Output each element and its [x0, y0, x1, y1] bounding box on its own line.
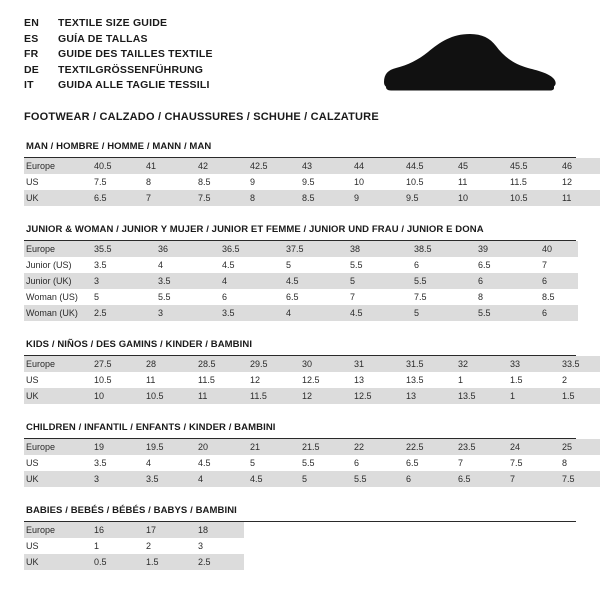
- cell: 7: [458, 458, 464, 468]
- cell: 44.5: [400, 158, 452, 174]
- cell: [296, 522, 348, 538]
- cell: [348, 538, 400, 554]
- language-row: [24, 47, 213, 63]
- cell: 8.5: [198, 177, 211, 187]
- language-title: GUIDA ALLE TAGLIE TESSILI: [58, 79, 210, 91]
- cell: 10: [452, 190, 504, 206]
- cell: [400, 554, 452, 570]
- language-code: FR: [24, 48, 39, 60]
- cell: 4.5: [198, 458, 211, 468]
- cell: 0.5: [88, 554, 140, 570]
- cell: 10.5: [94, 375, 112, 385]
- cell: 1.5: [510, 375, 523, 385]
- row-label: Woman (US): [26, 292, 78, 302]
- document-header: [24, 16, 576, 97]
- cell: 13.5: [406, 375, 424, 385]
- cell: 7: [350, 292, 356, 302]
- cell: 9.5: [400, 190, 452, 206]
- cell: 19.5: [140, 439, 192, 455]
- cell: 8: [562, 458, 568, 468]
- row-label: Europe: [24, 439, 88, 455]
- cell: 46: [556, 158, 600, 174]
- cell: 2.5: [88, 305, 152, 321]
- cell: [244, 538, 296, 554]
- language-title-list: [24, 16, 213, 94]
- cell: 5: [296, 471, 348, 487]
- cell: 17: [140, 522, 192, 538]
- cell: 8.5: [542, 292, 555, 302]
- cell: 33.5: [556, 356, 600, 372]
- section-title: CHILDREN / INFANTIL / ENFANTS / KINDER / BAMBINI: [24, 422, 576, 439]
- size-table-man: [24, 158, 600, 206]
- cell: 18: [192, 522, 244, 538]
- table-row: [24, 471, 600, 487]
- cell: 11: [458, 177, 468, 187]
- cell: 4.5: [344, 305, 408, 321]
- cell: 28: [140, 356, 192, 372]
- cell: [504, 554, 556, 570]
- cell: 31: [348, 356, 400, 372]
- cell: 12: [562, 177, 573, 187]
- table-row: [24, 257, 578, 273]
- cell: [452, 538, 504, 554]
- cell: 45.5: [504, 158, 556, 174]
- cell: 33: [504, 356, 556, 372]
- cell: 3.5: [152, 273, 216, 289]
- row-label: US: [26, 177, 39, 187]
- row-label: US: [26, 458, 39, 468]
- cell: 7.5: [414, 292, 427, 302]
- cell: 2: [562, 375, 568, 385]
- cell: 1: [458, 375, 464, 385]
- cell: 30: [296, 356, 348, 372]
- footwear-section-title: FOOTWEAR / CALZADO / CHAUSSURES / SCHUHE / CALZATURE: [24, 111, 379, 123]
- row-label: Europe: [24, 158, 88, 174]
- cell: [296, 554, 348, 570]
- cell: 10.5: [406, 177, 424, 187]
- cell: [244, 554, 296, 570]
- cell: 35.5: [88, 241, 152, 257]
- row-label: US: [26, 541, 39, 551]
- cell: 4.5: [222, 260, 235, 270]
- language-row: [24, 78, 213, 94]
- cell: 7.5: [510, 458, 523, 468]
- cell: 7.5: [94, 177, 107, 187]
- cell: 42: [192, 158, 244, 174]
- language-title: TEXTILE SIZE GUIDE: [58, 17, 168, 29]
- cell: 45: [452, 158, 504, 174]
- cell: 3: [152, 305, 216, 321]
- cell: 11: [192, 388, 244, 404]
- cell: 5.5: [348, 471, 400, 487]
- cell: 43: [296, 158, 348, 174]
- size-table-children: [24, 439, 600, 487]
- cell: 6: [222, 292, 228, 302]
- cell: 19: [88, 439, 140, 455]
- language-code: ES: [24, 32, 39, 45]
- cell: 6.5: [452, 471, 504, 487]
- table-row: [24, 455, 600, 471]
- cell: 3: [88, 273, 152, 289]
- row-label: UK: [24, 471, 88, 487]
- cell: 31.5: [400, 356, 452, 372]
- cell: 21.5: [296, 439, 348, 455]
- language-row: [24, 16, 213, 32]
- cell: 9: [250, 177, 256, 187]
- section-man: [24, 141, 576, 206]
- cell: [348, 522, 400, 538]
- language-code: EN: [24, 17, 39, 29]
- cell: 2.5: [192, 554, 244, 570]
- language-title: GUÍA DE TALLAS: [58, 32, 148, 45]
- cell: 6: [472, 273, 536, 289]
- cell: 12.5: [302, 375, 320, 385]
- cell: 28.5: [192, 356, 244, 372]
- cell: 4.5: [244, 471, 296, 487]
- section-title: MAN / HOMBRE / HOMME / MANN / MAN: [24, 141, 576, 158]
- cell: 3.5: [94, 458, 107, 468]
- cell: 5.5: [158, 292, 171, 302]
- row-label: UK: [24, 388, 88, 404]
- cell: [452, 522, 504, 538]
- cell: [400, 522, 452, 538]
- cell: 44: [348, 158, 400, 174]
- table-row: [24, 372, 600, 388]
- cell: 11: [146, 375, 156, 385]
- cell: 10.5: [140, 388, 192, 404]
- cell: 9: [348, 190, 400, 206]
- cell: 3.5: [94, 260, 107, 270]
- cell: 7: [140, 190, 192, 206]
- table-row: [24, 241, 578, 257]
- cell: [400, 538, 452, 554]
- cell: 6.5: [478, 260, 491, 270]
- cell: 10: [354, 177, 365, 187]
- cell: 13: [354, 375, 365, 385]
- cell: 41: [140, 158, 192, 174]
- cell: [556, 538, 600, 554]
- cell: 12.5: [348, 388, 400, 404]
- cell: 5.5: [408, 273, 472, 289]
- cell: 27.5: [88, 356, 140, 372]
- cell: [504, 522, 556, 538]
- cell: 37.5: [280, 241, 344, 257]
- cell: 13: [400, 388, 452, 404]
- table-row: [24, 305, 578, 321]
- cell: [452, 554, 504, 570]
- cell: 6: [400, 471, 452, 487]
- cell: 38.5: [408, 241, 472, 257]
- row-label: Europe: [24, 241, 88, 257]
- table-row: [24, 289, 578, 305]
- table-row: [24, 538, 600, 554]
- row-label: Woman (UK): [24, 305, 88, 321]
- cell: 40.5: [88, 158, 140, 174]
- cell: 7: [542, 260, 548, 270]
- cell: 7: [504, 471, 556, 487]
- cell: 12: [250, 375, 261, 385]
- cell: [296, 538, 348, 554]
- table-row: [24, 273, 578, 289]
- language-title: TEXTILGRÖSSENFÜHRUNG: [58, 63, 204, 76]
- row-label: Europe: [24, 356, 88, 372]
- cell: 1.5: [556, 388, 600, 404]
- cell: 3: [198, 541, 204, 551]
- cell: 6: [536, 305, 578, 321]
- cell: 6: [354, 458, 360, 468]
- cell: 6: [414, 260, 420, 270]
- cell: 16: [88, 522, 140, 538]
- table-row: [24, 439, 600, 455]
- cell: 13.5: [452, 388, 504, 404]
- cell: 1.5: [140, 554, 192, 570]
- row-label: UK: [24, 190, 88, 206]
- table-row: [24, 522, 600, 538]
- cell: 11: [556, 190, 600, 206]
- cell: 38: [344, 241, 408, 257]
- cell: 10.5: [504, 190, 556, 206]
- row-label: Europe: [24, 522, 88, 538]
- cell: 29.5: [244, 356, 296, 372]
- section-title: KIDS / NIÑOS / DES GAMINS / KINDER / BAMBINI: [24, 339, 576, 356]
- cell: 21: [244, 439, 296, 455]
- cell: 36: [152, 241, 216, 257]
- cell: 5: [250, 458, 256, 468]
- cell: 32: [452, 356, 504, 372]
- language-code: IT: [24, 79, 34, 91]
- dress-shoe-icon: [378, 30, 558, 97]
- cell: 23.5: [452, 439, 504, 455]
- cell: 11.5: [244, 388, 296, 404]
- cell: 7.5: [192, 190, 244, 206]
- cell: 6.5: [286, 292, 299, 302]
- section-title: JUNIOR & WOMAN / JUNIOR Y MUJER / JUNIOR ET FEMME / JUNIOR UND FRAU / JUNIOR E DONA: [24, 224, 576, 241]
- cell: 8: [478, 292, 484, 302]
- table-row: [24, 158, 600, 174]
- cell: 42.5: [244, 158, 296, 174]
- cell: 5: [408, 305, 472, 321]
- cell: [556, 554, 600, 570]
- cell: 11.5: [510, 177, 527, 187]
- cell: 5.5: [350, 260, 363, 270]
- cell: 3.5: [140, 471, 192, 487]
- cell: 6: [536, 273, 578, 289]
- language-code: DE: [24, 63, 39, 76]
- cell: 4: [146, 458, 152, 468]
- section-children: [24, 422, 576, 487]
- section-title: BABIES / BEBÉS / BÉBÉS / BABYS / BAMBINI: [24, 505, 576, 522]
- cell: 10: [88, 388, 140, 404]
- cell: 5.5: [302, 458, 315, 468]
- language-row: [24, 32, 213, 48]
- cell: 3: [88, 471, 140, 487]
- cell: 25: [556, 439, 600, 455]
- cell: 4.5: [280, 273, 344, 289]
- cell: 8.5: [296, 190, 348, 206]
- cell: 5: [94, 292, 100, 302]
- cell: 9.5: [302, 177, 315, 187]
- cell: 6.5: [406, 458, 419, 468]
- cell: 4: [280, 305, 344, 321]
- cell: 4: [216, 273, 280, 289]
- cell: 1: [504, 388, 556, 404]
- size-table-kids: [24, 356, 600, 404]
- cell: 24: [504, 439, 556, 455]
- section-junior-woman: [24, 224, 576, 321]
- cell: 4: [192, 471, 244, 487]
- language-row: [24, 63, 213, 79]
- section-babies: [24, 505, 576, 570]
- cell: 6.5: [88, 190, 140, 206]
- table-row: [24, 388, 600, 404]
- cell: [244, 522, 296, 538]
- cell: 8: [146, 177, 152, 187]
- size-table-junior-woman: [24, 241, 578, 321]
- section-kids: [24, 339, 580, 404]
- table-row: [24, 190, 600, 206]
- cell: 39: [472, 241, 536, 257]
- cell: 11.5: [198, 375, 215, 385]
- cell: 5: [286, 260, 292, 270]
- cell: 12: [296, 388, 348, 404]
- cell: 4: [158, 260, 164, 270]
- cell: [504, 538, 556, 554]
- row-label: UK: [24, 554, 88, 570]
- table-row: [24, 174, 600, 190]
- cell: 22.5: [400, 439, 452, 455]
- cell: 20: [192, 439, 244, 455]
- cell: 40: [536, 241, 578, 257]
- cell: 5: [344, 273, 408, 289]
- cell: 36.5: [216, 241, 280, 257]
- cell: 5.5: [472, 305, 536, 321]
- size-table-babies: [24, 522, 600, 570]
- cell: [556, 522, 600, 538]
- table-row: [24, 554, 600, 570]
- cell: [348, 554, 400, 570]
- cell: 3.5: [216, 305, 280, 321]
- cell: 1: [94, 541, 100, 551]
- cell: 2: [146, 541, 152, 551]
- language-title: GUIDE DES TAILLES TEXTILE: [58, 48, 213, 60]
- cell: 8: [244, 190, 296, 206]
- cell: 7.5: [556, 471, 600, 487]
- row-label: Junior (US): [26, 260, 72, 270]
- row-label: US: [26, 375, 39, 385]
- table-row: [24, 356, 600, 372]
- row-label: Junior (UK): [24, 273, 88, 289]
- cell: 22: [348, 439, 400, 455]
